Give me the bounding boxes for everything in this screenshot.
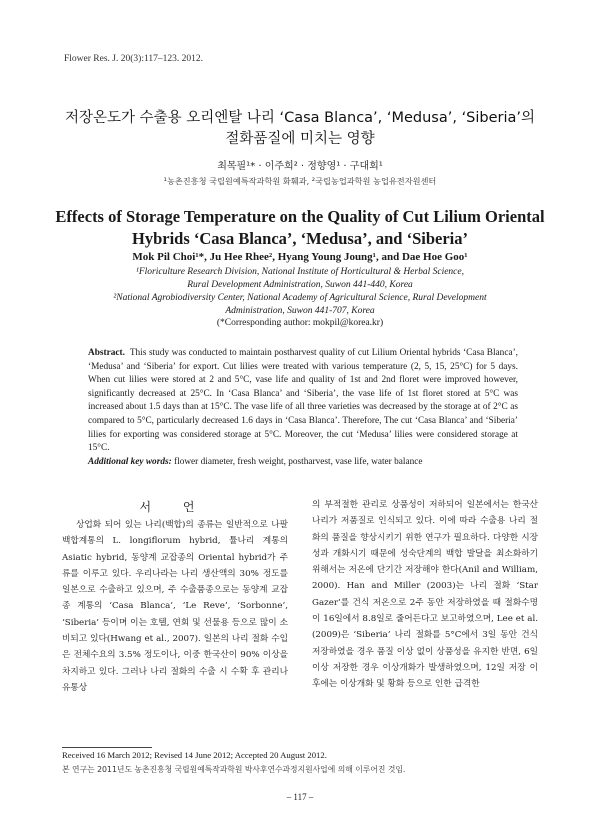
page-number: – 117 – (286, 792, 314, 802)
funding-note: 본 연구는 2011년도 농촌진흥청 국립원예특작과학원 박사후연수과정지원사업에 의해 이루어진 것임. (62, 765, 406, 774)
english-affiliations (60, 266, 540, 318)
english-title (40, 206, 560, 250)
english-title-line2: Hybrids ‘Casa Blanca’, ‘Medusa’, and ‘Siberia’ (132, 229, 468, 248)
korean-title-line1: 저장온도가 수출용 오리엔탈 나리 ‘Casa Blanca’, ‘Medusa’, ‘Siberia’의 (64, 110, 536, 126)
affiliation-1-line2: Rural Development Administration, Suwon 441-440, Korea (187, 280, 413, 290)
abstract-text: This study was conducted to maintain postharvest quality of cut Lilium Oriental hybrids ‘Casa Blanca’, ‘Medusa’ and ‘Siberia’ for export. Cut lilies were treated with various temperature (2, 5, 15, 25°C) for 5 days. When cut lilies were stored at 2 and 5°C, vase life and quality of 1st and 2nd floret were improved however, significantly decreased at 25°C. In ‘Casa Blanca’ and ‘Siberia’, the vase life of 1st floret stored at 5°C was increased about 1.5 days than at 15°C. The vase life of all three varieties was decreased by the storage at of 2°C as compared to 5°C, particularly decreased 1.6 days in ‘Casa Blanca’. Therefore, The cut ‘Casa Blanca’ and ‘Siberia’ lilies for exporting was considered storage at 5°C. Moreover, the cut ‘Medusa’ lilies were considered storage at 15°C. (88, 348, 518, 454)
english-title-line1: Effects of Storage Temperature on the Quality of Cut Lilium Oriental (55, 207, 545, 226)
korean-title-line2: 절화품질에 미치는 영향 (225, 131, 375, 147)
keywords-text: flower diameter, fresh weight, postharvest, vase life, water balance (174, 457, 423, 467)
abstract-label: Abstract. (88, 348, 125, 358)
footnote-divider (62, 747, 152, 748)
intro-paragraph-continued: 의 부적절한 관리로 상품성이 저하되어 일본에서는 한국산 나리가 저품질로 인식되고 있다. 이에 따라 수출용 나리 절화의 품질을 향상시키기 위한 연구가 필요하다. 다양한 시장성과 개화시기 때문에 성숙단계의 백합 발달을 최소화하기 위해서는 저온에 단기간 저장해야 한다(Anil and William, 2000). Han and Miller (2003)는 나리 절화 ‘Star Gazer’를 건식 저온으로 2주 동안 저장하였을 때 절화수명이 16일에서 8.8일로 줄어든다고 보고하였으며, Lee et al.(2009)은 ‘Siberia’ 나리 절화를 5°C에서 3일 동안 건식 저장하였을 경우 품질 이상 없이 상품성을 유지한 반면, 6일 이상 저장한 경우 이상개화가 발생하였으며, 12일 저장 이후에는 이상개화 및 황화 등으로 인한 급격한 (312, 500, 538, 690)
korean-title (40, 108, 560, 150)
body-column-left (62, 517, 288, 696)
journal-citation: Flower Res. J. 20(3):117–123. 2012. (64, 54, 203, 64)
affiliation-2-line2: Administration, Suwon 441-707, Korea (225, 306, 375, 316)
korean-affiliation: ¹농촌진흥청 국립원예특작과학원 화훼과, ²국립농업과학원 농업유전자원센터 (163, 176, 437, 186)
keywords (88, 457, 518, 467)
affiliation-2-line1: ²National Agrobiodiversity Center, National Academy of Agricultural Science, Rural Development (113, 293, 487, 303)
abstract (88, 347, 518, 456)
affiliation-1-line1: ¹Floriculture Research Division, National Institute of Horticultural & Herbal Science, (135, 267, 464, 277)
corresponding-author: (*Corresponding author: mokpil@korea.kr) (216, 318, 384, 328)
intro-paragraph: 상업화 되어 있는 나리(백합)의 종류는 일반적으로 나팔백합계통의 L. longiflorum hybrid, 튤나리 계통의 Asiatic hybrid, 동양계 교잡종의 Oriental hybrid가 주류를 이루고 있다. 우리나라는 나리 생산액의 30% 정도를 일본으로 수출하고 있으며, 주 수출품종으로는 동양계 교잡종 계통의 ‘Casa Blanca’, ‘Le Reve’, ‘Sorbonne’, ‘Siberia’ 등이며 이는 호텔, 연회 및 선물용 등으로 많이 소비되고 있다(Hwang et al., 2007). 일본의 나리 절화 수입은 전체수요의 3.5% 정도이나, 이중 한국산이 90% 이상을 차지하고 있다. 그러나 나리 절화의 수출 시 수확 후 관리나 유통상 (62, 520, 288, 693)
korean-authors: 최목필¹* · 이주희² · 정향영¹ · 구대회¹ (217, 161, 383, 172)
received-dates: Received 16 March 2012; Revised 14 June 2012; Accepted 20 August 2012. (62, 750, 327, 760)
english-authors: Mok Pil Choi¹*, Ju Hee Rhee², Hyang Young Joung¹, and Dae Hoe Goo¹ (132, 251, 468, 263)
keywords-label: Additional key words: (88, 457, 172, 467)
body-column-right (312, 497, 538, 693)
section-heading-introduction: 서 언 (139, 500, 209, 514)
